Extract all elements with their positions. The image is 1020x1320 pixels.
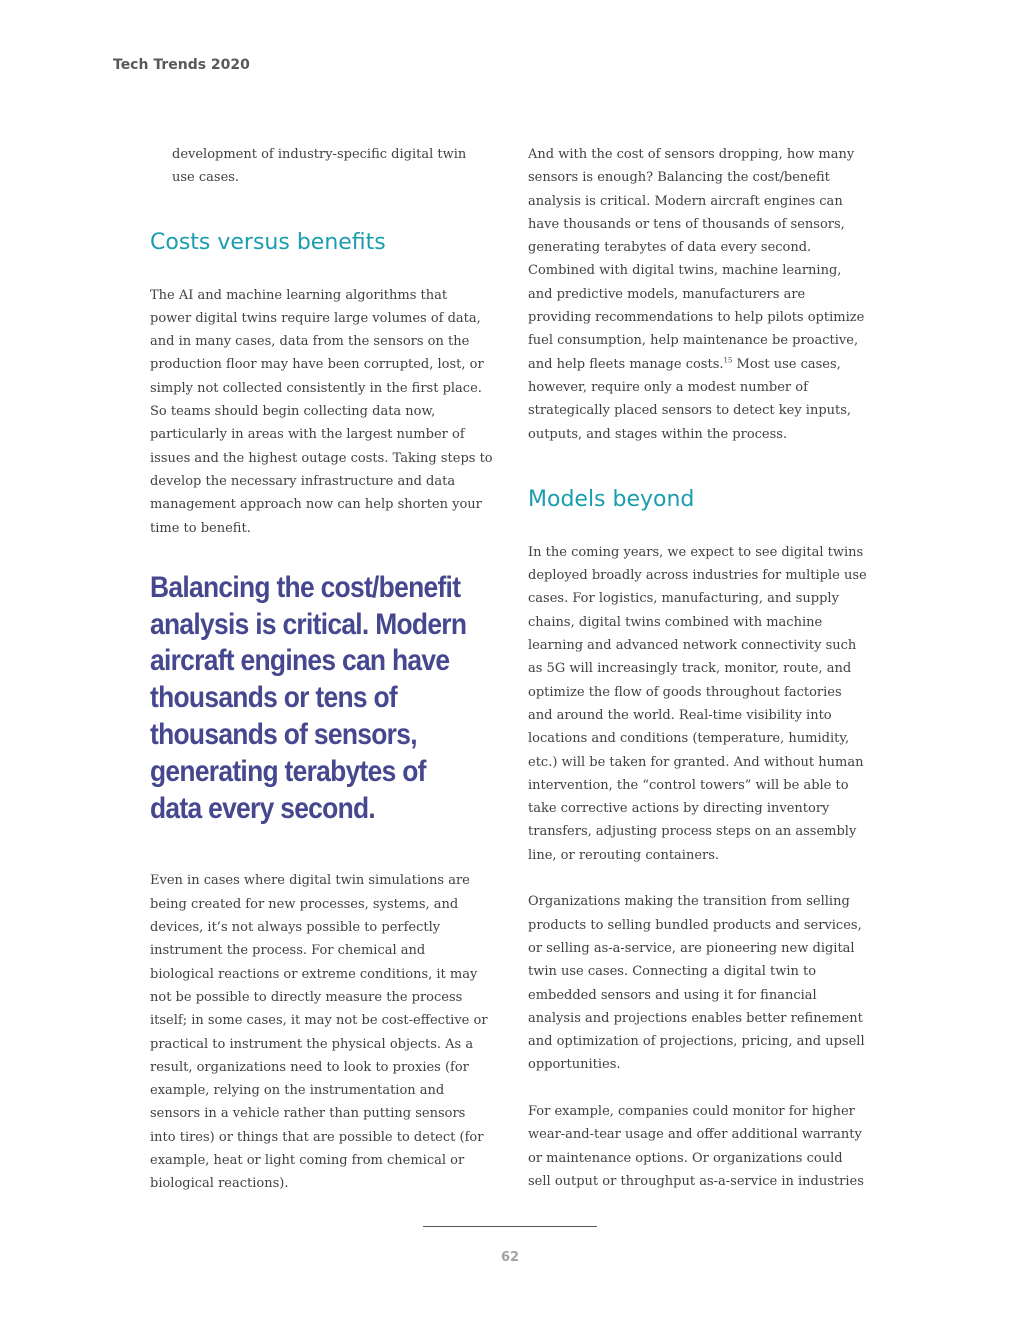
pull-quote-line: thousands of sensors,	[150, 718, 417, 752]
footnote-reference[interactable]: 15	[723, 356, 733, 365]
body-paragraph	[150, 284, 495, 540]
text-line: sensors in a vehicle rather than putting sensors	[150, 1106, 466, 1122]
text-line: being created for new processes, systems, and	[150, 896, 459, 912]
body-paragraph	[528, 890, 873, 1076]
text-line: and predictive models, manufacturers are	[528, 286, 806, 302]
text-line: Even in cases where digital twin simulations are	[150, 873, 470, 889]
text-line: management approach now can help shorten your	[150, 497, 482, 513]
text-line: sell output or throughput as-a-service in industries	[528, 1173, 864, 1189]
text-line: In the coming years, we expect to see digital twins	[528, 544, 864, 560]
text-line: use cases.	[172, 170, 240, 186]
left-column	[150, 143, 495, 1196]
continued-paragraph	[150, 143, 495, 190]
text-line: etc.) will be taken for granted. And without human	[528, 754, 864, 770]
text-line: simply not collected consistently in the first place.	[150, 380, 482, 396]
text-line: learning and advanced network connectivity such	[528, 638, 857, 654]
text-line: line, or rerouting containers.	[528, 847, 720, 863]
pull-quote	[150, 570, 467, 828]
text-line: or maintenance options. Or organizations could	[528, 1150, 843, 1166]
text-line: cases. For logistics, manufacturing, and supply	[528, 591, 839, 607]
text-line: practical to instrument the physical objects. As a	[150, 1036, 474, 1052]
text-line: and optimization of projections, pricing, and upsell	[528, 1034, 865, 1050]
section-heading-costs-versus-benefits: Costs versus benefits	[150, 229, 386, 255]
text-line: outputs, and stages within the process.	[528, 426, 788, 442]
text-line: have thousands or tens of thousands of sensors,	[528, 216, 845, 232]
text-line: transfers, adjusting process steps on an assembly	[528, 824, 857, 840]
text-line-with-footnote	[528, 353, 873, 376]
text-line: chains, digital twins combined with machine	[528, 614, 823, 630]
text-line: issues and the highest outage costs. Taking steps to	[150, 450, 493, 466]
text-line: twin use cases. Connecting a digital twin to	[528, 964, 817, 980]
text-line: generating terabytes of data every second.	[528, 240, 812, 256]
section-heading-models-beyond: Models beyond	[528, 486, 695, 512]
text-line: providing recommendations to help pilots optimize	[528, 310, 865, 326]
text-line: optimize the flow of goods throughout factories	[528, 684, 842, 700]
text-line: example, heat or light coming from chemical or	[150, 1153, 465, 1168]
text-line: opportunities.	[528, 1057, 621, 1073]
text-line: analysis and projections enables better refinement	[528, 1010, 863, 1026]
text-line: intervention, the “control towers” will be able to	[528, 777, 849, 793]
text-line: sensors is enough? Balancing the cost/benefit	[528, 170, 830, 186]
text-line: itself; in some cases, it may not be cost-effective or	[150, 1013, 488, 1029]
text-line: and in many cases, data from the sensors on the	[150, 334, 470, 350]
text-fragment: and help fleets manage costs.	[528, 356, 724, 372]
text-line: And with the cost of sensors dropping, how many	[528, 147, 855, 162]
text-line: result, organizations need to look to proxies (for	[150, 1059, 469, 1075]
text-line: and around the world. Real-time visibility into	[528, 707, 832, 723]
running-header: Tech Trends 2020	[113, 57, 250, 73]
text-line: embedded sensors and using it for financial	[528, 987, 817, 1003]
text-line: example, relying on the instrumentation and	[150, 1083, 445, 1099]
pull-quote-line: analysis is critical. Modern	[150, 607, 467, 641]
text-line: biological reactions).	[150, 1176, 289, 1192]
pull-quote-line: thousands or tens of	[150, 681, 398, 715]
text-line: as 5G will increasingly track, monitor, route, and	[528, 661, 852, 677]
text-line: into tires) or things that are possible to detect (for	[150, 1129, 484, 1145]
body-paragraph	[528, 1100, 873, 1193]
text-line: The AI and machine learning algorithms that	[150, 287, 448, 303]
text-line: fuel consumption, help maintenance be proactive,	[528, 333, 859, 349]
text-line: development of industry-specific digital twin	[172, 147, 467, 162]
pull-quote-line: aircraft engines can have	[150, 644, 450, 678]
text-line: instrument the process. For chemical and	[150, 943, 426, 959]
text-line: time to benefit.	[150, 520, 251, 536]
pull-quote-line: Balancing the cost/benefit	[150, 570, 461, 604]
text-line: For example, companies could monitor for higher	[528, 1103, 855, 1119]
text-line: wear-and-tear usage and offer additional warranty	[528, 1127, 862, 1143]
text-line: production floor may have been corrupted, lost, or	[150, 357, 484, 373]
text-line: biological reactions or extreme conditions, it may	[150, 966, 478, 982]
body-paragraph	[528, 143, 873, 446]
body-paragraph	[150, 869, 495, 1195]
text-line: particularly in areas with the largest number of	[150, 427, 465, 443]
page-number: 62	[500, 1250, 520, 1265]
text-line: strategically placed sensors to detect key inputs,	[528, 403, 852, 419]
text-line: deployed broadly across industries for multiple use	[528, 568, 867, 584]
body-paragraph	[528, 541, 873, 867]
text-line: take corrective actions by directing inventory	[528, 801, 830, 817]
text-line: develop the necessary infrastructure and data	[150, 473, 456, 489]
footer-divider	[423, 1226, 597, 1227]
text-line: locations and conditions (temperature, humidity,	[528, 731, 850, 747]
text-line: power digital twins require large volumes of data,	[150, 310, 481, 326]
pull-quote-line: data every second.	[150, 791, 376, 825]
text-line: Organizations making the transition from selling	[528, 894, 850, 910]
text-line: Combined with digital twins, machine learning,	[528, 263, 842, 279]
text-line: products to selling bundled products and services,	[528, 917, 862, 933]
text-line: or selling as-a-service, are pioneering new digital	[528, 940, 855, 956]
pull-quote-line: generating terabytes of	[150, 754, 426, 788]
text-line: however, require only a modest number of	[528, 379, 808, 395]
text-line: analysis is critical. Modern aircraft engines can	[528, 193, 843, 209]
right-column	[528, 143, 873, 1193]
text-line: not be possible to directly measure the process	[150, 989, 463, 1005]
text-line: devices, it’s not always possible to perfectly	[150, 920, 441, 936]
text-fragment: Most use cases,	[732, 356, 841, 372]
text-line: So teams should begin collecting data now,	[150, 404, 436, 420]
